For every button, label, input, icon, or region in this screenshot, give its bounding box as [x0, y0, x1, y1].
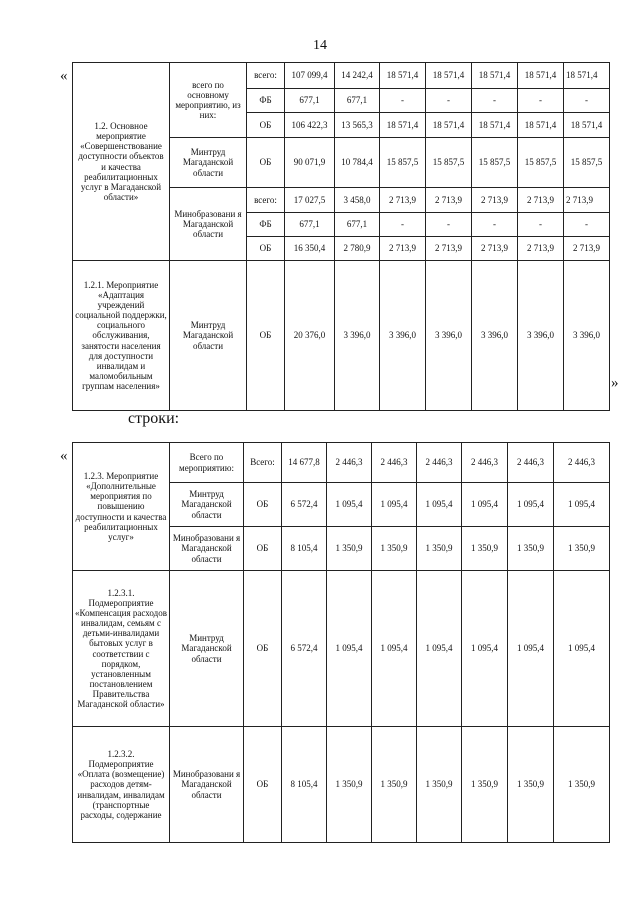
- value-cell: 13 565,3: [335, 113, 380, 138]
- value-cell: 14 677,8: [282, 443, 327, 483]
- close-quote-1: »: [611, 375, 619, 391]
- value-cell: 1 350,9: [417, 527, 462, 571]
- value-cell: 15 857,5: [518, 138, 564, 188]
- value-cell: 3 396,0: [564, 261, 610, 411]
- value-cell: 8 105,4: [282, 527, 327, 571]
- value-cell: 1 350,9: [327, 527, 372, 571]
- open-quote-2: «: [60, 448, 68, 464]
- value-cell: 20 376,0: [285, 261, 335, 411]
- value-cell: -: [564, 213, 610, 237]
- value-cell: 15 857,5: [472, 138, 518, 188]
- value-cell: -: [564, 89, 610, 113]
- value-cell: 3 396,0: [380, 261, 426, 411]
- value-cell: 1 095,4: [417, 483, 462, 527]
- value-cell: 1 095,4: [508, 571, 554, 727]
- value-cell: 2 713,9: [518, 237, 564, 261]
- activity-name-cell: 1.2.3. Мероприятие «Дополнительные мероприятия по повышению доступности и качества реабилитационных услуг»: [73, 443, 170, 571]
- value-cell: 107 099,4: [285, 63, 335, 89]
- source-cell: всего:: [247, 188, 285, 213]
- value-cell: 3 396,0: [472, 261, 518, 411]
- value-cell: 1 350,9: [372, 527, 417, 571]
- value-cell: 18 571,4: [472, 113, 518, 138]
- value-cell: 17 027,5: [285, 188, 335, 213]
- value-cell: 2 446,3: [372, 443, 417, 483]
- value-cell: 14 242,4: [335, 63, 380, 89]
- source-cell: ОБ: [244, 483, 282, 527]
- source-cell: ОБ: [244, 571, 282, 727]
- value-cell: 1 095,4: [327, 483, 372, 527]
- executor-cell: Минтруд Магаданской области: [170, 138, 247, 188]
- value-cell: 1 350,9: [417, 727, 462, 843]
- value-cell: 2 446,3: [327, 443, 372, 483]
- value-cell: 2 713,9: [564, 237, 610, 261]
- source-cell: ОБ: [247, 113, 285, 138]
- value-cell: 2 713,9: [564, 188, 610, 213]
- value-cell: 1 350,9: [554, 727, 610, 843]
- value-cell: 2 713,9: [380, 188, 426, 213]
- value-cell: 1 350,9: [554, 527, 610, 571]
- value-cell: 3 458,0: [335, 188, 380, 213]
- value-cell: 10 784,4: [335, 138, 380, 188]
- executor-cell: Минобразовани я Магаданской области: [170, 188, 247, 261]
- value-cell: 18 571,4: [380, 63, 426, 89]
- table-row: [73, 443, 610, 483]
- value-cell: 18 571,4: [472, 63, 518, 89]
- value-cell: 2 713,9: [472, 188, 518, 213]
- value-cell: 1 095,4: [327, 571, 372, 727]
- value-cell: 2 713,9: [426, 237, 472, 261]
- source-cell: ФБ: [247, 213, 285, 237]
- table-row: [73, 571, 610, 727]
- source-cell: ОБ: [244, 727, 282, 843]
- value-cell: 1 095,4: [462, 571, 508, 727]
- table-row: [73, 63, 610, 89]
- value-cell: -: [518, 89, 564, 113]
- value-cell: -: [472, 213, 518, 237]
- open-quote-1: «: [60, 68, 68, 84]
- activity-name-cell: 1.2.3.2. Подмероприятие «Оплата (возмещение) расходов детям-инвалидам, инвалидам (транспортные расходы, содержание: [73, 727, 170, 843]
- value-cell: 2 446,3: [554, 443, 610, 483]
- value-cell: 677,1: [335, 213, 380, 237]
- value-cell: 15 857,5: [380, 138, 426, 188]
- value-cell: 106 422,3: [285, 113, 335, 138]
- value-cell: 15 857,5: [564, 138, 610, 188]
- value-cell: 18 571,4: [564, 63, 610, 89]
- value-cell: 2 446,3: [417, 443, 462, 483]
- value-cell: -: [380, 89, 426, 113]
- value-cell: 1 350,9: [462, 727, 508, 843]
- activity-name-cell: 1.2.3.1. Подмероприятие «Компенсация расходов инвалидам, семьям с детьми-инвалидами бытовых услуг в соответствии с порядком, установленным постановлением Правительства Магаданской области»: [73, 571, 170, 727]
- value-cell: 1 350,9: [372, 727, 417, 843]
- executor-cell: Всего по мероприятию:: [170, 443, 244, 483]
- source-cell: всего:: [247, 63, 285, 89]
- value-cell: 1 095,4: [554, 571, 610, 727]
- value-cell: -: [426, 213, 472, 237]
- value-cell: 3 396,0: [518, 261, 564, 411]
- value-cell: 2 713,9: [426, 188, 472, 213]
- value-cell: -: [518, 213, 564, 237]
- executor-cell: Минтруд Магаданской области: [170, 483, 244, 527]
- value-cell: -: [472, 89, 518, 113]
- value-cell: 3 396,0: [426, 261, 472, 411]
- source-cell: ОБ: [247, 237, 285, 261]
- value-cell: 2 780,9: [335, 237, 380, 261]
- budget-table-1: [72, 62, 610, 411]
- value-cell: 1 350,9: [462, 527, 508, 571]
- executor-cell: всего по основному мероприятию, из них:: [170, 63, 247, 138]
- value-cell: 18 571,4: [518, 63, 564, 89]
- value-cell: 2 713,9: [380, 237, 426, 261]
- section-label: строки:: [128, 410, 180, 427]
- table-row: [73, 261, 610, 411]
- source-cell: Всего:: [244, 443, 282, 483]
- value-cell: 1 095,4: [462, 483, 508, 527]
- source-cell: ОБ: [244, 527, 282, 571]
- value-cell: 677,1: [285, 89, 335, 113]
- executor-cell: Минтруд Магаданской области: [170, 571, 244, 727]
- value-cell: 18 571,4: [564, 113, 610, 138]
- table-row: [73, 727, 610, 843]
- value-cell: 6 572,4: [282, 571, 327, 727]
- value-cell: 16 350,4: [285, 237, 335, 261]
- value-cell: 90 071,9: [285, 138, 335, 188]
- budget-table-2: [72, 442, 610, 843]
- value-cell: 15 857,5: [426, 138, 472, 188]
- value-cell: 18 571,4: [380, 113, 426, 138]
- activity-name-cell: 1.2.1. Мероприятие «Адаптация учреждений социальной поддержки, социального обслуживания, занятости населения для доступности инвалидам и маломобильным группам населения»: [73, 261, 170, 411]
- value-cell: 1 095,4: [554, 483, 610, 527]
- executor-cell: Минобразовани я Магаданской области: [170, 727, 244, 843]
- page-number: 14: [313, 38, 327, 53]
- value-cell: 18 571,4: [518, 113, 564, 138]
- value-cell: 1 095,4: [372, 571, 417, 727]
- value-cell: 3 396,0: [335, 261, 380, 411]
- source-cell: ОБ: [247, 138, 285, 188]
- executor-cell: Минобразовани я Магаданской области: [170, 527, 244, 571]
- value-cell: 8 105,4: [282, 727, 327, 843]
- value-cell: 1 350,9: [327, 727, 372, 843]
- value-cell: 2 713,9: [518, 188, 564, 213]
- value-cell: 1 095,4: [508, 483, 554, 527]
- value-cell: 18 571,4: [426, 63, 472, 89]
- value-cell: 1 095,4: [372, 483, 417, 527]
- value-cell: 677,1: [335, 89, 380, 113]
- value-cell: 6 572,4: [282, 483, 327, 527]
- value-cell: 2 713,9: [472, 237, 518, 261]
- value-cell: 2 446,3: [462, 443, 508, 483]
- value-cell: -: [380, 213, 426, 237]
- activity-name-cell: 1.2. Основное мероприятие «Совершенствование доступности объектов и качества реабилитационных услуг в Магаданской области»: [73, 63, 170, 261]
- value-cell: 2 446,3: [508, 443, 554, 483]
- value-cell: 1 350,9: [508, 727, 554, 843]
- value-cell: 18 571,4: [426, 113, 472, 138]
- value-cell: 1 095,4: [417, 571, 462, 727]
- source-cell: ОБ: [247, 261, 285, 411]
- executor-cell: Минтруд Магаданской области: [170, 261, 247, 411]
- value-cell: 1 350,9: [508, 527, 554, 571]
- value-cell: 677,1: [285, 213, 335, 237]
- source-cell: ФБ: [247, 89, 285, 113]
- value-cell: -: [426, 89, 472, 113]
